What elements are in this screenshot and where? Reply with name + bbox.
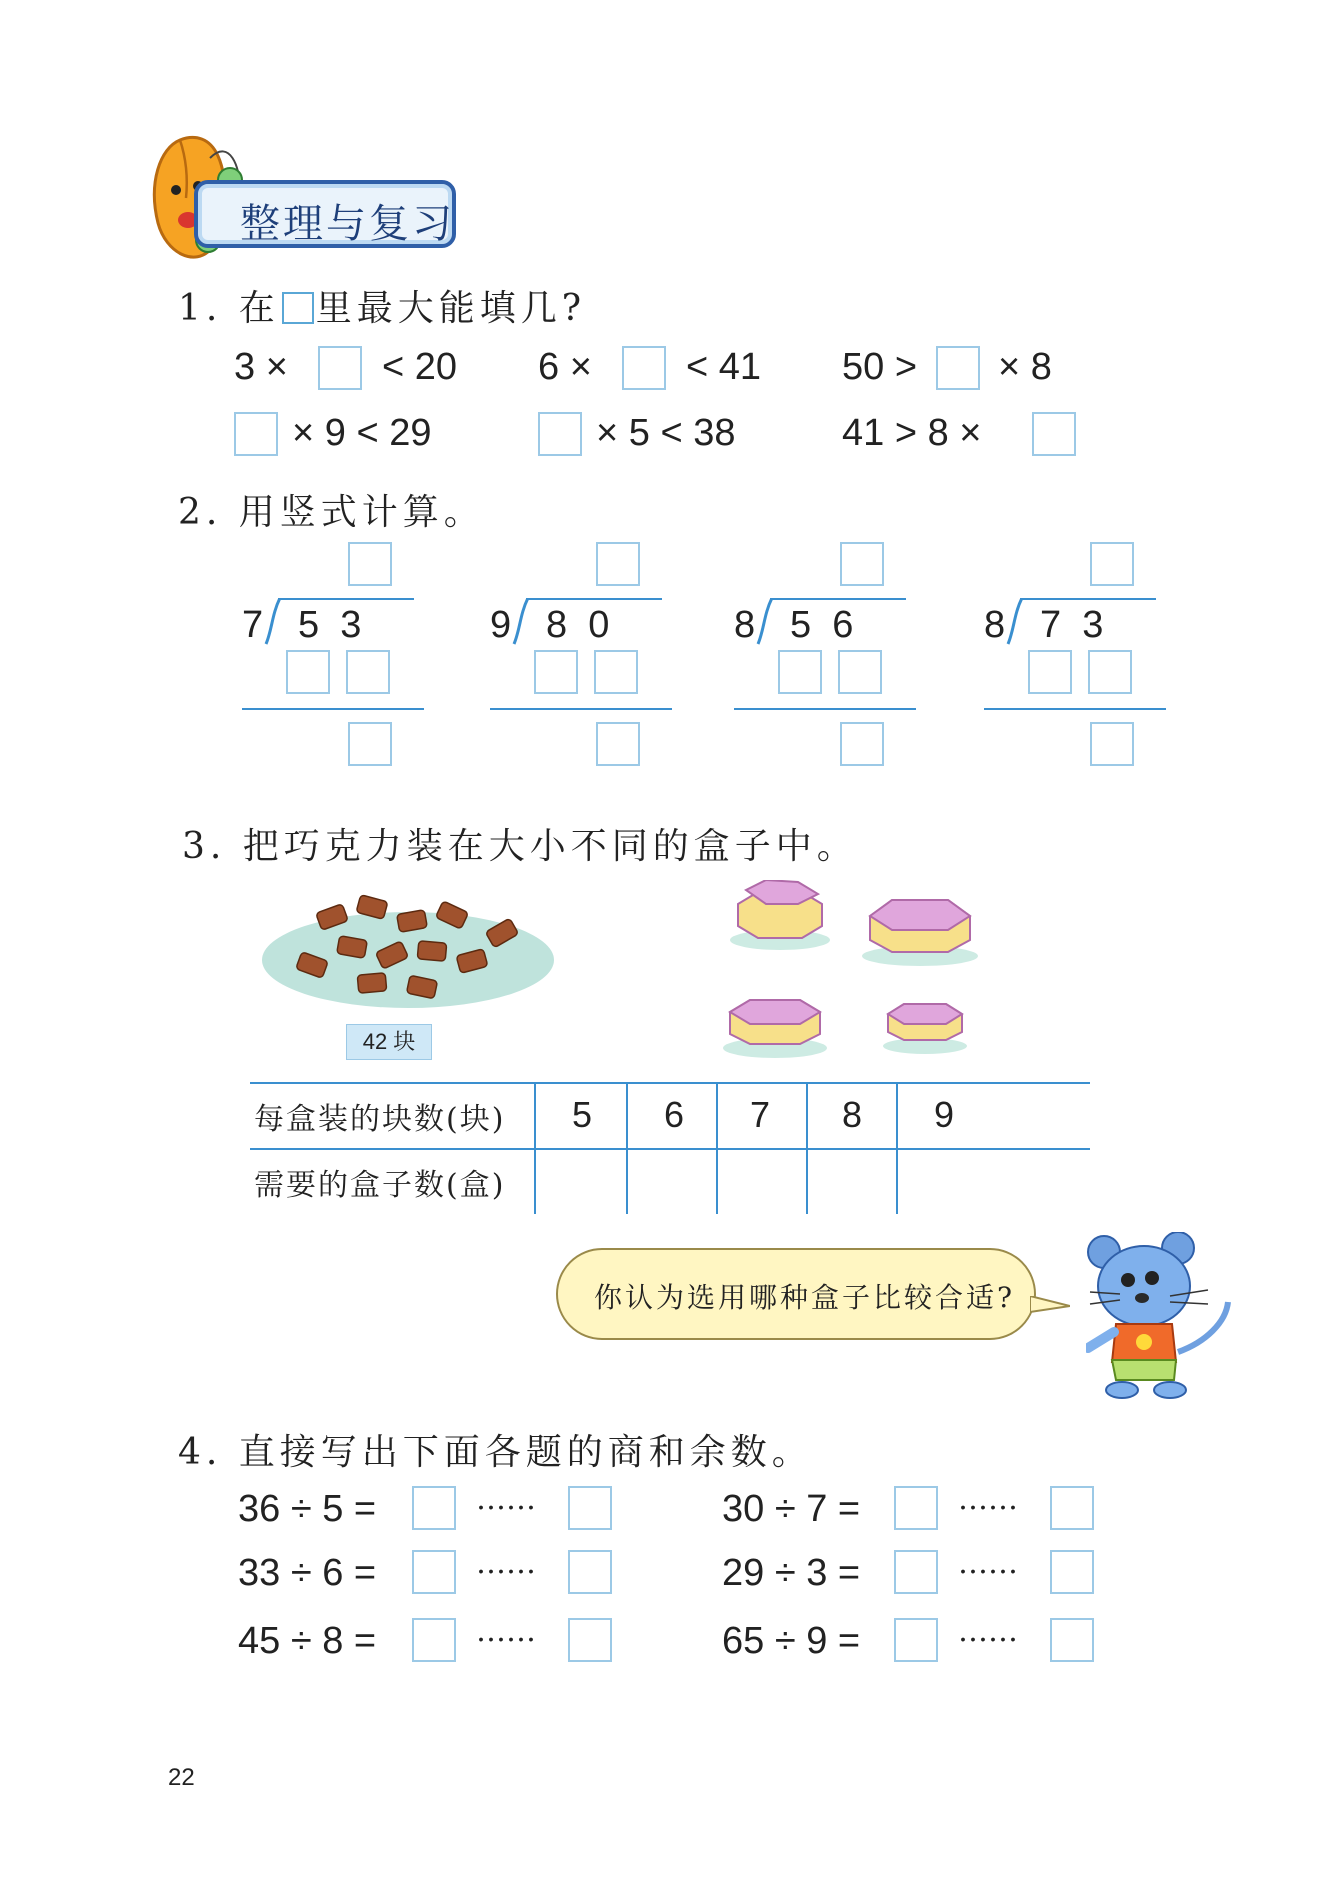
table-cell-value: 8	[842, 1094, 863, 1135]
answer-box[interactable]	[622, 346, 666, 390]
q1-r1-c3-right: × 8	[998, 346, 1052, 388]
gift-box-icon	[728, 880, 832, 952]
speech-bubble-text: 你认为选用哪种盒子比较合适?	[594, 1281, 1016, 1314]
q1-r1-c1-left: 3 ×	[234, 346, 288, 388]
dividend: 8 0	[546, 604, 610, 646]
product-box-ones[interactable]	[838, 650, 882, 694]
question-2-title: 2. 用竖式计算。	[178, 492, 485, 533]
division-expression: 45 ÷ 8 =	[238, 1620, 377, 1662]
gift-box-icon	[860, 890, 980, 970]
subtraction-line	[490, 708, 672, 710]
division-expression: 30 ÷ 7 =	[722, 1488, 861, 1530]
question-3-title: 3. 把巧克力装在大小不同的盒子中。	[182, 826, 858, 867]
remainder-box[interactable]	[1090, 722, 1134, 766]
product-box-tens[interactable]	[534, 650, 578, 694]
dividend: 5 3	[298, 604, 362, 646]
product-box-ones[interactable]	[594, 650, 638, 694]
product-box-tens[interactable]	[286, 650, 330, 694]
table-cell-value: 9	[934, 1094, 955, 1135]
division-bar	[526, 598, 662, 600]
remainder-dots: ……	[476, 1614, 536, 1649]
candy-count-label: 42 块	[346, 1024, 432, 1060]
section-title: 整理与复习	[240, 201, 455, 247]
remainder-box[interactable]	[568, 1486, 612, 1530]
remainder-box[interactable]	[348, 722, 392, 766]
answer-box[interactable]	[538, 412, 582, 456]
remainder-dots: ……	[958, 1546, 1018, 1581]
subtraction-line	[984, 708, 1166, 710]
answer-box[interactable]	[318, 346, 362, 390]
product-box-tens[interactable]	[778, 650, 822, 694]
table-col-divider	[896, 1082, 898, 1214]
q1-r2-c2-right: × 5 < 38	[596, 412, 736, 454]
division-expression: 29 ÷ 3 =	[722, 1552, 861, 1594]
table-mid-border	[250, 1148, 1090, 1150]
table-col-divider	[626, 1082, 628, 1214]
table-col-divider	[534, 1082, 536, 1214]
remainder-box[interactable]	[1050, 1550, 1094, 1594]
remainder-box[interactable]	[1050, 1486, 1094, 1530]
q1-r2-c1-right: × 9 < 29	[292, 412, 432, 454]
speech-bubble-tail-icon	[1030, 1296, 1070, 1316]
subtraction-line	[734, 708, 916, 710]
division-bracket-icon	[1006, 598, 1026, 646]
table-cell-value: 5	[572, 1094, 593, 1135]
division-bar	[278, 598, 414, 600]
remainder-dots: ……	[958, 1482, 1018, 1517]
product-box-ones[interactable]	[346, 650, 390, 694]
table-col-divider	[716, 1082, 718, 1214]
table-cell-value: 6	[664, 1094, 685, 1135]
answer-box[interactable]	[936, 346, 980, 390]
divisor: 7	[242, 604, 264, 646]
table-cell-value: 7	[750, 1094, 771, 1135]
quotient-box[interactable]	[894, 1486, 938, 1530]
remainder-dots: ……	[476, 1546, 536, 1581]
dividend: 5 6	[790, 604, 854, 646]
table-answer-cell[interactable]	[900, 1152, 1088, 1212]
remainder-box[interactable]	[568, 1618, 612, 1662]
subtraction-line	[242, 708, 424, 710]
table-row-header: 需要的盒子数(盒)	[254, 1168, 506, 1203]
table-answer-cell[interactable]	[630, 1152, 714, 1212]
chocolate-pile-icon	[258, 868, 558, 1018]
division-bracket-icon	[264, 598, 284, 646]
division-bar	[770, 598, 906, 600]
q1-r1-c2-right: < 41	[686, 346, 762, 388]
division-bracket-icon	[512, 598, 532, 646]
q1-r1-c3-left: 50 >	[842, 346, 918, 388]
divisor: 8	[984, 604, 1006, 646]
quotient-box[interactable]	[894, 1550, 938, 1594]
product-box-ones[interactable]	[1088, 650, 1132, 694]
remainder-box[interactable]	[596, 722, 640, 766]
q1-title-before: 1. 在	[178, 288, 280, 329]
remainder-box[interactable]	[568, 1550, 612, 1594]
page-number: 22	[168, 1764, 195, 1791]
division-expression: 65 ÷ 9 =	[722, 1620, 861, 1662]
quotient-box[interactable]	[840, 542, 884, 586]
divisor: 9	[490, 604, 512, 646]
product-box-tens[interactable]	[1028, 650, 1072, 694]
q1-title-after: 里最大能填几?	[315, 288, 587, 329]
remainder-box[interactable]	[840, 722, 884, 766]
divisor: 8	[734, 604, 756, 646]
quotient-box[interactable]	[412, 1550, 456, 1594]
division-bracket-icon	[756, 598, 776, 646]
answer-box[interactable]	[1032, 412, 1076, 456]
quotient-box[interactable]	[412, 1486, 456, 1530]
q1-r1-c1-right: < 20	[382, 346, 458, 388]
answer-box[interactable]	[234, 412, 278, 456]
division-expression: 33 ÷ 6 =	[238, 1552, 377, 1594]
table-answer-cell[interactable]	[720, 1152, 804, 1212]
dividend: 7 3	[1040, 604, 1104, 646]
remainder-box[interactable]	[1050, 1618, 1094, 1662]
quotient-box[interactable]	[412, 1618, 456, 1662]
question-4-title: 4. 直接写出下面各题的商和余数。	[178, 1432, 813, 1473]
q1-r1-c2-left: 6 ×	[538, 346, 592, 388]
table-top-border	[250, 1082, 1090, 1084]
table-row-header: 每盒装的块数(块)	[254, 1102, 506, 1137]
remainder-dots: ……	[476, 1482, 536, 1517]
quotient-box[interactable]	[894, 1618, 938, 1662]
division-bar	[1020, 598, 1156, 600]
remainder-dots: ……	[958, 1614, 1018, 1649]
cat-mascot-icon	[1086, 1232, 1236, 1402]
table-answer-cell[interactable]	[810, 1152, 894, 1212]
quotient-box[interactable]	[1090, 542, 1134, 586]
table-answer-cell[interactable]	[538, 1152, 624, 1212]
quotient-box[interactable]	[348, 542, 392, 586]
gift-box-icon	[880, 996, 970, 1056]
quotient-box[interactable]	[596, 542, 640, 586]
q1-r2-c3-left: 41 > 8 ×	[842, 412, 982, 454]
answer-box-icon	[282, 292, 314, 324]
gift-box-icon	[720, 990, 830, 1060]
question-1-title	[178, 280, 586, 331]
table-col-divider	[806, 1082, 808, 1214]
division-expression: 36 ÷ 5 =	[238, 1488, 377, 1530]
